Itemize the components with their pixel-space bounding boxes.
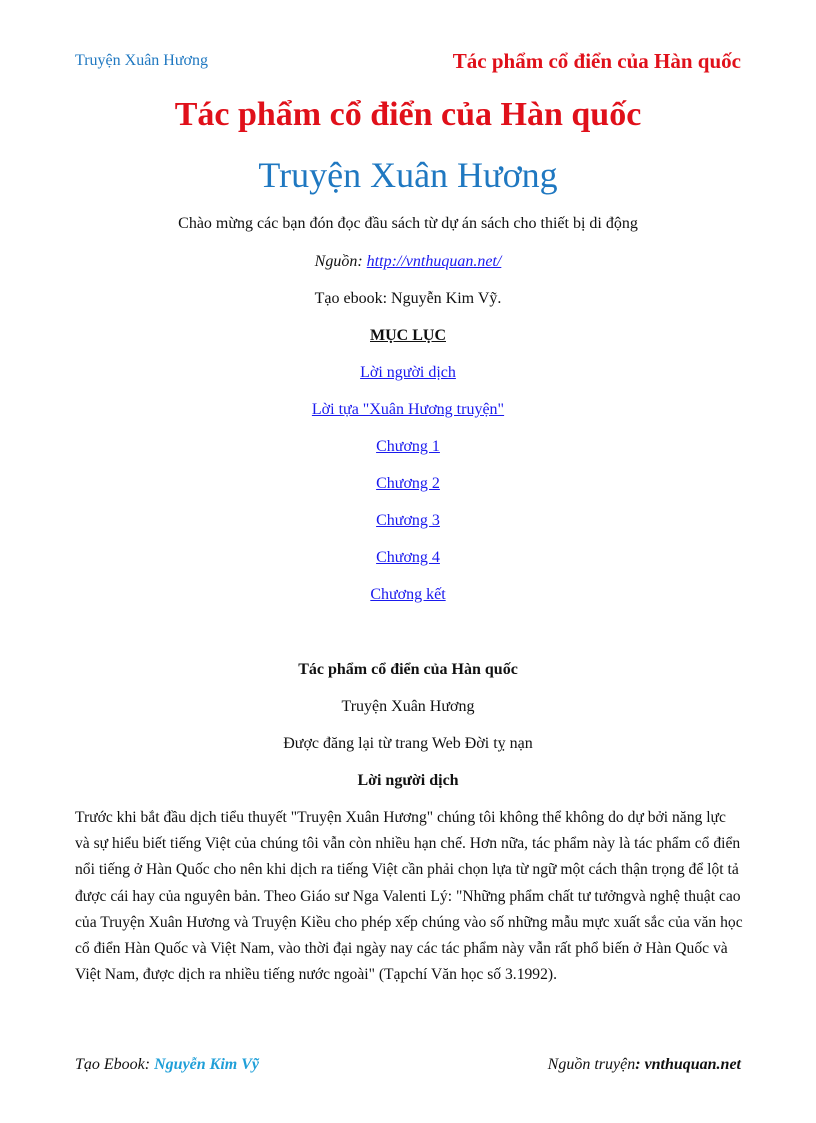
- toc-link[interactable]: Chương 4: [376, 549, 440, 566]
- toc-link[interactable]: Chương kết: [370, 586, 446, 603]
- toc-link-chapter-3: [0, 512, 816, 530]
- reposted-note: Được đăng lại từ trang Web Đời tỵ nạn: [283, 735, 533, 752]
- toc-link[interactable]: Chương 3: [376, 512, 440, 529]
- welcome-text: Chào mừng các bạn đón đọc đầu sách từ dự án sách cho thiết bị di động: [178, 215, 638, 232]
- toc-link[interactable]: Chương 1: [376, 438, 440, 455]
- footer-separator: :: [635, 1056, 645, 1073]
- ebook-credit: Tạo ebook: Nguyễn Kim Vỹ.: [314, 290, 502, 307]
- toc-link[interactable]: Lời tựa "Xuân Hương truyện": [311, 401, 505, 418]
- footer-source-label: Nguồn truyện: [547, 1056, 636, 1073]
- footer-left: [75, 1056, 259, 1074]
- document-title: Tác phẩm cổ điển của Hàn quốc: [174, 96, 642, 133]
- section-heading: Lời người dịch: [357, 772, 459, 789]
- footer-source-site: vnthuquan.net: [644, 1056, 741, 1073]
- toc-link-final-chapter: [0, 586, 816, 604]
- section-title: Tác phẩm cổ điển của Hàn quốc: [298, 661, 518, 678]
- footer-ebook-label: Tạo Ebook: [75, 1056, 145, 1073]
- footer-separator: :: [144, 1056, 155, 1073]
- toc-link-translator-note: [0, 364, 816, 382]
- toc-link-preface: [0, 401, 816, 419]
- toc-link[interactable]: Chương 2: [376, 475, 440, 492]
- section-subtitle: Truyện Xuân Hương: [341, 698, 475, 715]
- toc-link-chapter-4: [0, 549, 816, 567]
- footer-author-name: Nguyễn Kim Vỹ: [154, 1056, 259, 1073]
- footer-right: [548, 1056, 741, 1074]
- document-subtitle: Truyện Xuân Hương: [258, 155, 558, 195]
- header-left-title: Truyện Xuân Hương: [75, 52, 208, 69]
- body-paragraph: Trước khi bắt đầu dịch tiểu thuyết "Truyện Xuân Hương" chúng tôi không thể không do dự bởi năng lực và sự hiểu biết tiếng Việt của chúng tôi vẫn còn nhiều hạn chế. Hơn nữa, tác phẩm này là tác phẩm cổ điển nổi tiếng ở Hàn Quốc cho nên khi dịch ra tiếng Việt cần phải chọn lựa từ ngữ một cách thận trọng để lột tả được cái hay của nguyên bản. Theo Giáo sư Nga Valenti Lý: "Những phẩm chất tư tưởngvà nghệ thuật cao của Truyện Xuân Hương và Truyện Kiều cho phép xếp chúng vào số những mẫu mực xuất sắc của văn học cổ điển Hàn Quốc và Việt Nam, vào thời đại ngày nay các tác phẩm này vẫn rất phổ biến ở Hàn Quốc và Việt Nam, được dịch ra nhiều tiếng nước ngoài" (Tạpchí Văn học số 3.1992).: [75, 809, 743, 984]
- source-link[interactable]: http://vnthuquan.net/: [366, 253, 502, 270]
- source-line: [0, 253, 816, 271]
- toc-title: MỤC LỤC: [370, 327, 446, 344]
- header-right-title: Tác phẩm cổ điển của Hàn quốc: [452, 49, 741, 73]
- toc-link-chapter-2: [0, 475, 816, 493]
- toc-link[interactable]: Lời người dịch: [360, 364, 456, 381]
- toc-link-chapter-1: [0, 438, 816, 456]
- source-label: Nguồn:: [314, 253, 367, 270]
